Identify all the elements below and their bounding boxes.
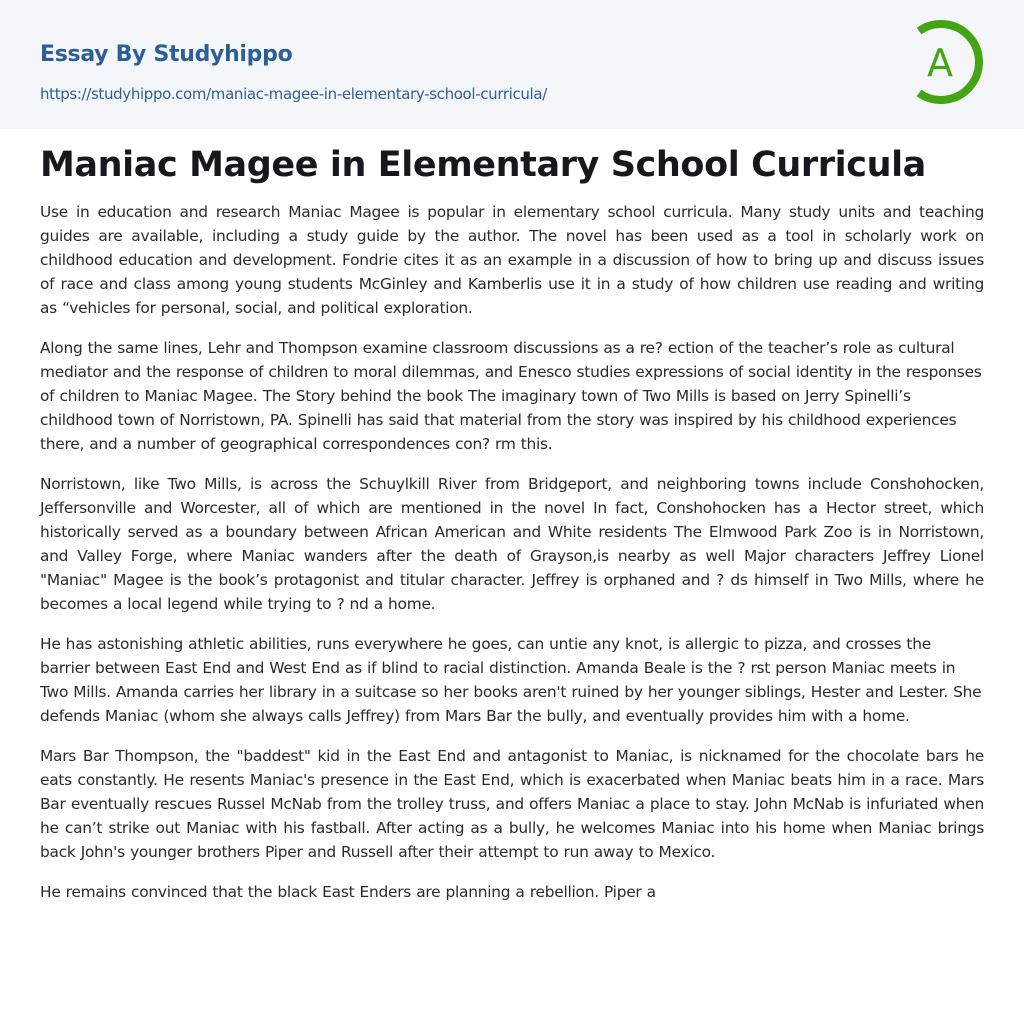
- studyhippo-logo-icon[interactable]: [908, 18, 988, 106]
- article-paragraph: Along the same lines, Lehr and Thompson examine classroom discussions as a re? ection of the teacher’s role as cultural mediator and the response of children to moral dilemmas, and Enesco studies expressions of social identity in the responses of children to Maniac Magee. The Story behind the book The imaginary town of Two Mills is based on Jerry Spinelli’s childhood town of Norristown, PA. Spinelli has said that material from the story was inspired by his childhood experiences there, and a number of geographical correspondences con? rm this.: [40, 339, 982, 453]
- logo-graphic: [908, 18, 988, 106]
- source-url-link[interactable]: https://studyhippo.com/maniac-magee-in-elementary-school-curricula/: [40, 85, 547, 103]
- article-paragraph: Norristown, like Two Mills, is across the Schuylkill River from Bridgeport, and neighboring towns include Conshohocken, Jeffersonville and Worcester, all of which are mentioned in the novel In fact, Conshohocken has a Hector street, which historically served as a boundary between African American and White residents The Elmwood Park Zoo is in Norristown, and Valley Forge, where Maniac wanders after the death of Grayson,is nearby as well Major characters Jeffrey Lionel "Maniac" Magee is the book’s protagonist and titular character. Jeffrey is orphaned and ? ds himself in Two Mills, where he becomes a local legend while trying to ? nd a home.: [40, 475, 984, 613]
- article-paragraph: Use in education and research Maniac Magee is popular in elementary school curricula. Many study units and teaching guides are available, including a study guide by the author. The novel has been used as a tool in scholarly work on childhood education and development. Fondrie cites it as an example in a discussion of how to bring up and discuss issues of race and class among young students McGinley and Kamberlis use it in a study of how children use reading and writing as “vehicles for personal, social, and political exploration.: [40, 203, 984, 317]
- page-header: [0, 0, 1024, 129]
- article-paragraph: Mars Bar Thompson, the "baddest" kid in the East End and antagonist to Maniac, is nicknamed for the chocolate bars he eats constantly. He resents Maniac's presence in the East End, which is exacerbated when Maniac beats him in a race. Mars Bar eventually rescues Russel McNab from the trolley truss, and offers Maniac a place to stay. John McNab is infuriated when he can’t strike out Maniac with his fastball. After acting as a bully, he welcomes Maniac into his home when Maniac brings back John's younger brothers Piper and Russell after their attempt to run away to Mexico.: [40, 747, 984, 861]
- logo-letter: A: [927, 41, 953, 85]
- page-title: Maniac Magee in Elementary School Curricula: [40, 145, 926, 185]
- article-body: [40, 200, 984, 920]
- brand-title: Essay By Studyhippo: [40, 42, 293, 67]
- article-paragraph: He remains convinced that the black East Enders are planning a rebellion. Piper a: [40, 883, 656, 901]
- article-paragraph: He has astonishing athletic abilities, runs everywhere he goes, can untie any knot, is allergic to pizza, and crosses the barrier between East End and West End as if blind to racial distinction. Amanda Beale is the ? rst person Maniac meets in Two Mills. Amanda carries her library in a suitcase so her books aren't ruined by her younger siblings, Hester and Lester. She defends Maniac (whom she always calls Jeffrey) from Mars Bar the bully, and eventually provides him with a home.: [40, 635, 982, 725]
